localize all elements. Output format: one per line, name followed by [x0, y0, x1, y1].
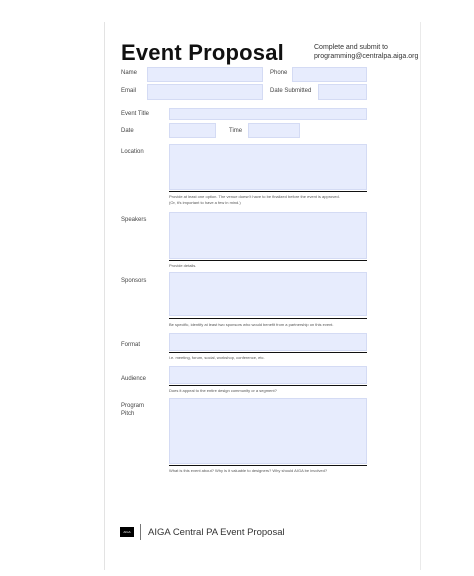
location-hint-2: (Or, it's important to have a few in mind.)	[169, 200, 241, 205]
name-label: Name	[121, 70, 138, 76]
location-field[interactable]	[169, 144, 367, 190]
footer-divider	[140, 524, 141, 540]
event-title-label: Event Title	[121, 111, 150, 117]
location-underline	[169, 191, 367, 192]
form-title: Event Proposal	[121, 40, 284, 65]
sponsors-underline	[169, 318, 367, 319]
date-field[interactable]	[169, 123, 216, 138]
email-label: Email	[121, 88, 137, 94]
audience-underline	[169, 385, 367, 386]
format-field[interactable]	[169, 333, 367, 351]
event-title-field[interactable]	[169, 108, 367, 120]
date-submitted-label: Date Submitted	[270, 88, 312, 94]
sponsors-field[interactable]	[169, 272, 367, 316]
program-pitch-hint: What is this event about? Why is it valuable to designers? Why should AIGA be involved?	[169, 468, 328, 473]
audience-field[interactable]	[169, 366, 367, 384]
program-pitch-underline	[169, 465, 367, 466]
submit-note-line1: Complete and submit to	[314, 44, 388, 51]
location-label: Location	[121, 149, 144, 155]
location-hint: Provide at least one option. The venue doesn't have to be finalized before the event is approved.	[169, 194, 340, 199]
speakers-label: Speakers	[121, 217, 147, 223]
date-label: Date	[121, 128, 134, 134]
speakers-underline	[169, 260, 367, 261]
format-hint: i.e. meeting, forum, social, workshop, conference, etc.	[169, 355, 265, 360]
audience-hint: Does it appeal to the entire design community or a segment?	[169, 388, 277, 393]
format-label: Format	[121, 342, 141, 348]
program-pitch-label: Program Pitch	[121, 403, 145, 417]
date-submitted-field[interactable]	[318, 84, 367, 100]
page-edge-left	[104, 22, 105, 570]
sponsors-hint: Be specific, identify at least two sponsors who would benefit from a partnership on this event.	[169, 322, 334, 327]
audience-label: Audience	[121, 376, 147, 382]
time-field[interactable]	[248, 123, 300, 138]
sponsors-label: Sponsors	[121, 278, 147, 284]
aiga-logo: AIGA	[120, 527, 134, 537]
format-underline	[169, 352, 367, 353]
speakers-hint: Provide details.	[169, 263, 197, 268]
submit-email: programming@centralpa.aiga.org	[314, 52, 419, 60]
name-field[interactable]	[147, 67, 263, 82]
submit-instructions	[314, 44, 418, 61]
speakers-field[interactable]	[169, 212, 367, 259]
footer-text: AIGA Central PA Event Proposal	[148, 527, 285, 538]
phone-label: Phone	[270, 70, 288, 76]
time-label: Time	[229, 128, 243, 134]
page-edge-right	[420, 22, 421, 570]
phone-field[interactable]	[292, 67, 367, 82]
email-field[interactable]	[147, 84, 263, 100]
program-pitch-field[interactable]	[169, 398, 367, 464]
